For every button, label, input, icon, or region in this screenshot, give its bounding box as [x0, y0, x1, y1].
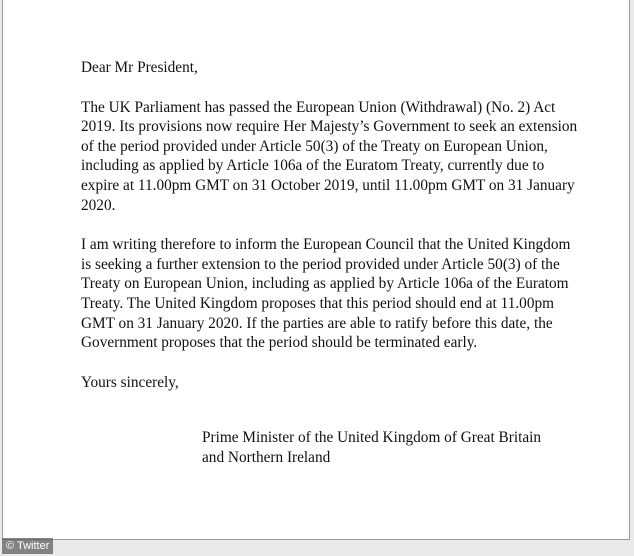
image-credit — [2, 538, 53, 554]
paragraph-further-extension: I am writing therefore to inform the European Council that the United Kingdom is seeking a further extension to the period provided under Article 50(3) of the Treaty on European Union, including as applied by Article 106a of the Euratom Treaty. The United Kingdom proposes that this period should end at 11.00pm GMT on 31 January 2020. If the parties are able to ratify before this date, the Government proposes that the period should be terminated early. — [81, 236, 571, 352]
copyright-icon: © — [6, 540, 15, 552]
closing: Yours sincerely, — [81, 373, 179, 391]
credit-source: Twitter — [16, 540, 50, 552]
letter-page — [2, 0, 630, 540]
salutation: Dear Mr President, — [81, 59, 198, 76]
signature-block: Prime Minister of the United Kingdom of Great Britain and Northern Ireland — [202, 429, 542, 466]
letter-body — [81, 58, 581, 468]
paragraph-extension-request: The UK Parliament has passed the European Union (Withdrawal) (No. 2) Act 2019. Its provisions now require Her Majesty’s Government to seek an extension of the period provided under Article 50(3) of the Treaty on European Union, including as applied by Article 106a of the Euratom Treaty, currently due to expire at 11.00pm GMT on 31 October 2019, until 11.00pm GMT on 31 January 2020. — [81, 98, 578, 214]
